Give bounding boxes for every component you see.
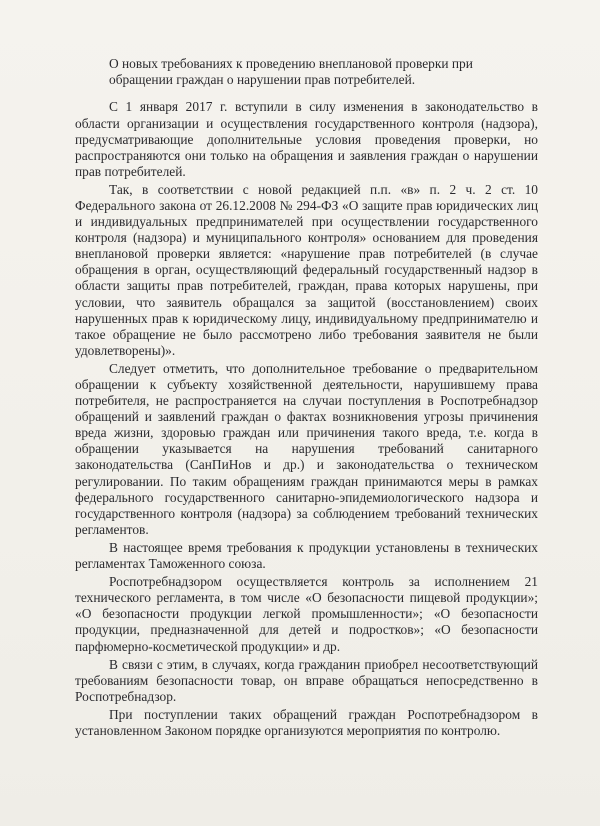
paragraph-5: Роспотребнадзором осуществляется контроль за исполнением 21 технического регламента, в том числе «О безопасности пищевой продукции»; «О безопасности продукции легкой промышленности»; «О безопасности продукции, предназначенной для детей и подростков»; «О безопасности парфюмерно-косметической продукции» и др. [75, 574, 538, 654]
paragraph-7: При поступлении таких обращений граждан Роспотребнадзором в установленном Законом порядке организуются мероприятия по контролю. [75, 706, 538, 738]
paragraph-2: Так, в соответствии с новой редакцией п.п. «в» п. 2 ч. 2 ст. 10 Федерального закона от 26.12.2008 № 294-ФЗ «О защите прав юридических лиц и индивидуальных предпринимателей при осуществлении государственного контроля (надзора) и муниципального контроля» основанием для проведения внеплановой проверки является: «нарушение прав потребителей (в случае обращения в орган, осуществляющий федеральный государственный надзор в области защиты прав потребителей, граждан, права которых нарушены, при условии, что заявитель обращался за защитой (восстановлением) своих нарушенных прав к юридическому лицу, индивидуальному предпринимателю и такое обращение не было рассмотрено либо требования заявителя не были удовлетворены)». [75, 181, 538, 358]
paragraph-4: В настоящее время требования к продукции установлены в технических регламентах Таможенного союза. [75, 539, 538, 572]
paragraph-3: Следует отметить, что дополнительное требование о предварительном обращении к субъекту хозяйственной деятельности, нарушившему права потребителя, не распространяется на случаи поступления в Роспотребнадзор обращений и заявлений граждан о фактах возникновения угрозы причинения вреда жизни, здоровью граждан или причинения такого вреда, т.е. когда в обращении указывается на нарушения требований санитарного законодательства (СанПиНов и др.) и законодательства о техническом регулировании. По таким обращениям граждан принимаются меры в рамках федерального государственного санитарно-эпидемиологического надзора и государственного контроля (надзора) за соблюдением требований технических регламентов. [75, 360, 538, 537]
document-title: О новых требованиях к проведению внеплановой проверки при обращении граждан о нарушении прав потребителей. [109, 56, 473, 88]
paragraph-1: С 1 января 2017 г. вступили в силу изменения в законодательство в области организации и осуществления государственного контроля (надзора), предусматривающие дополнительные условия проведения проверки, но распространяются они только на обращения и заявления граждан о нарушении прав потребителей. [75, 99, 538, 179]
paragraph-6: В связи с этим, в случаях, когда гражданин приобрел несоответствующий требованиям безопасности товар, он вправе обращаться непосредственно в Роспотребнадзор. [75, 656, 538, 704]
